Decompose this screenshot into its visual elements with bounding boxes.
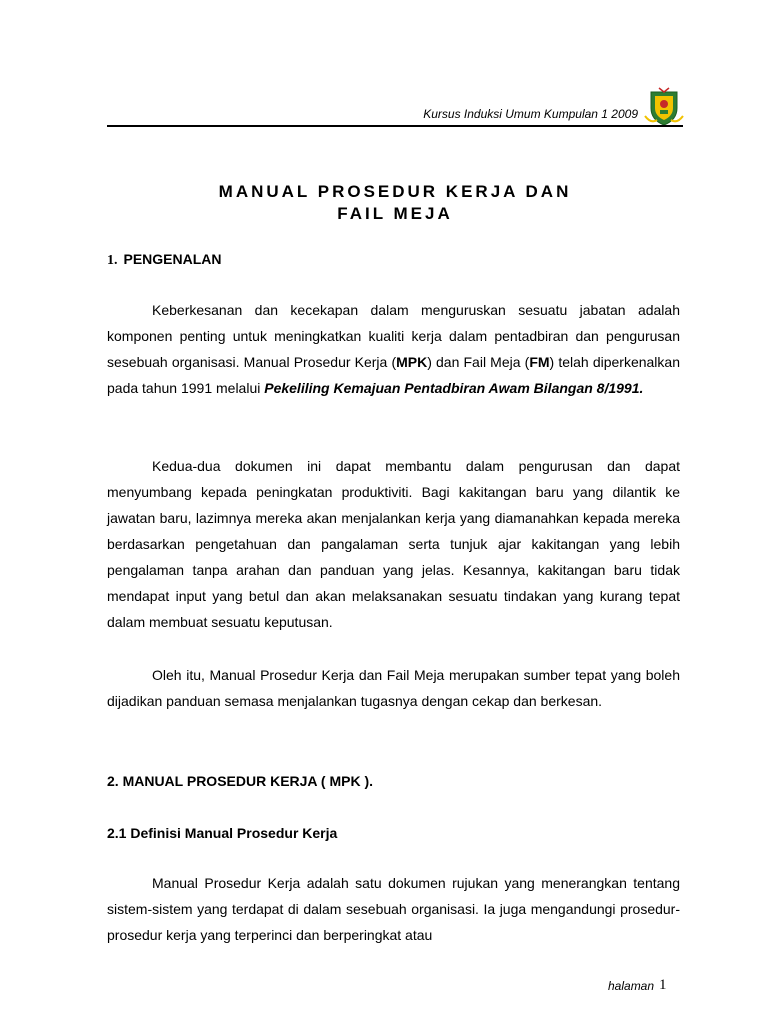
document-title-line-1: MANUAL PROSEDUR KERJA DAN <box>218 182 572 201</box>
header-divider <box>107 125 683 127</box>
paragraph-introduction-3: Oleh itu, Manual Prosedur Kerja dan Fail Meja merupakan sumber tepat yang boleh dijadikan panduan semasa menjalankan tugasnya dengan cekap dan berkesan. <box>107 667 680 709</box>
header-course-title: Kursus Induksi Umum Kumpulan 1 2009 <box>423 107 638 121</box>
section-2-heading: 2. MANUAL PROSEDUR KERJA ( MPK ). <box>107 773 374 789</box>
footer-page-number: 1 <box>659 977 667 993</box>
crest-logo <box>643 86 685 128</box>
p1-text-b: ) dan Fail Meja ( <box>427 354 530 370</box>
document-title-line-2: FAIL MEJA <box>337 204 453 223</box>
p1-circular-reference: Pekeliling Kemajuan Pentadbiran Awam Bilangan 8/1991. <box>264 380 644 396</box>
section-1-title: PENGENALAN <box>123 251 222 267</box>
p1-fm-abbrev: FM <box>529 354 550 370</box>
section-1-heading <box>107 251 222 269</box>
subsection-2-1-heading: 2.1 Definisi Manual Prosedur Kerja <box>107 825 338 841</box>
paragraph-definition: Manual Prosedur Kerja adalah satu dokumen rujukan yang menerangkan tentang sistem-sistem yang terdapat di dalam sesebuah organisasi. Ia juga mengandungi prosedur-prosedur kerja yang terperinci dan berperingkat atau <box>107 875 680 943</box>
p1-mpk-abbrev: MPK <box>396 354 428 370</box>
paragraph-introduction-2: Kedua-dua dokumen ini dapat membantu dalam pengurusan dan dapat menyumbang kepada peningkatan produktiviti. Bagi kakitangan baru yang dilantik ke jawatan baru, lazimnya mereka akan menjalankan kerja yang diamanahkan kepada mereka berdasarkan pengetahuan dan pangalaman serta tunjuk ajar kakitangan yang lebih pengalaman tanpa arahan dan panduan yang jelas. Kesannya, kakitangan baru tidak mendapat input yang betul dan akan melaksanakan sesuatu tindakan yang kurang tepat dalam membuat sesuatu keputusan. <box>107 458 680 630</box>
p1-text-a: Keberkesanan dan kecekapan dalam menguruskan sesuatu jabatan adalah komponen penting untuk meningkatkan kualiti kerja dalam pentadbiran dan pengurusan sesebuah organisasi. Manual Prosedur Kerja ( <box>107 302 680 370</box>
section-1-number: 1. <box>107 253 118 268</box>
paragraph-introduction-1 <box>107 297 680 401</box>
footer-page-label: halaman <box>608 979 655 993</box>
p1-text-c: ) telah diperkenalkan pada tahun 1991 melalui <box>107 354 680 396</box>
